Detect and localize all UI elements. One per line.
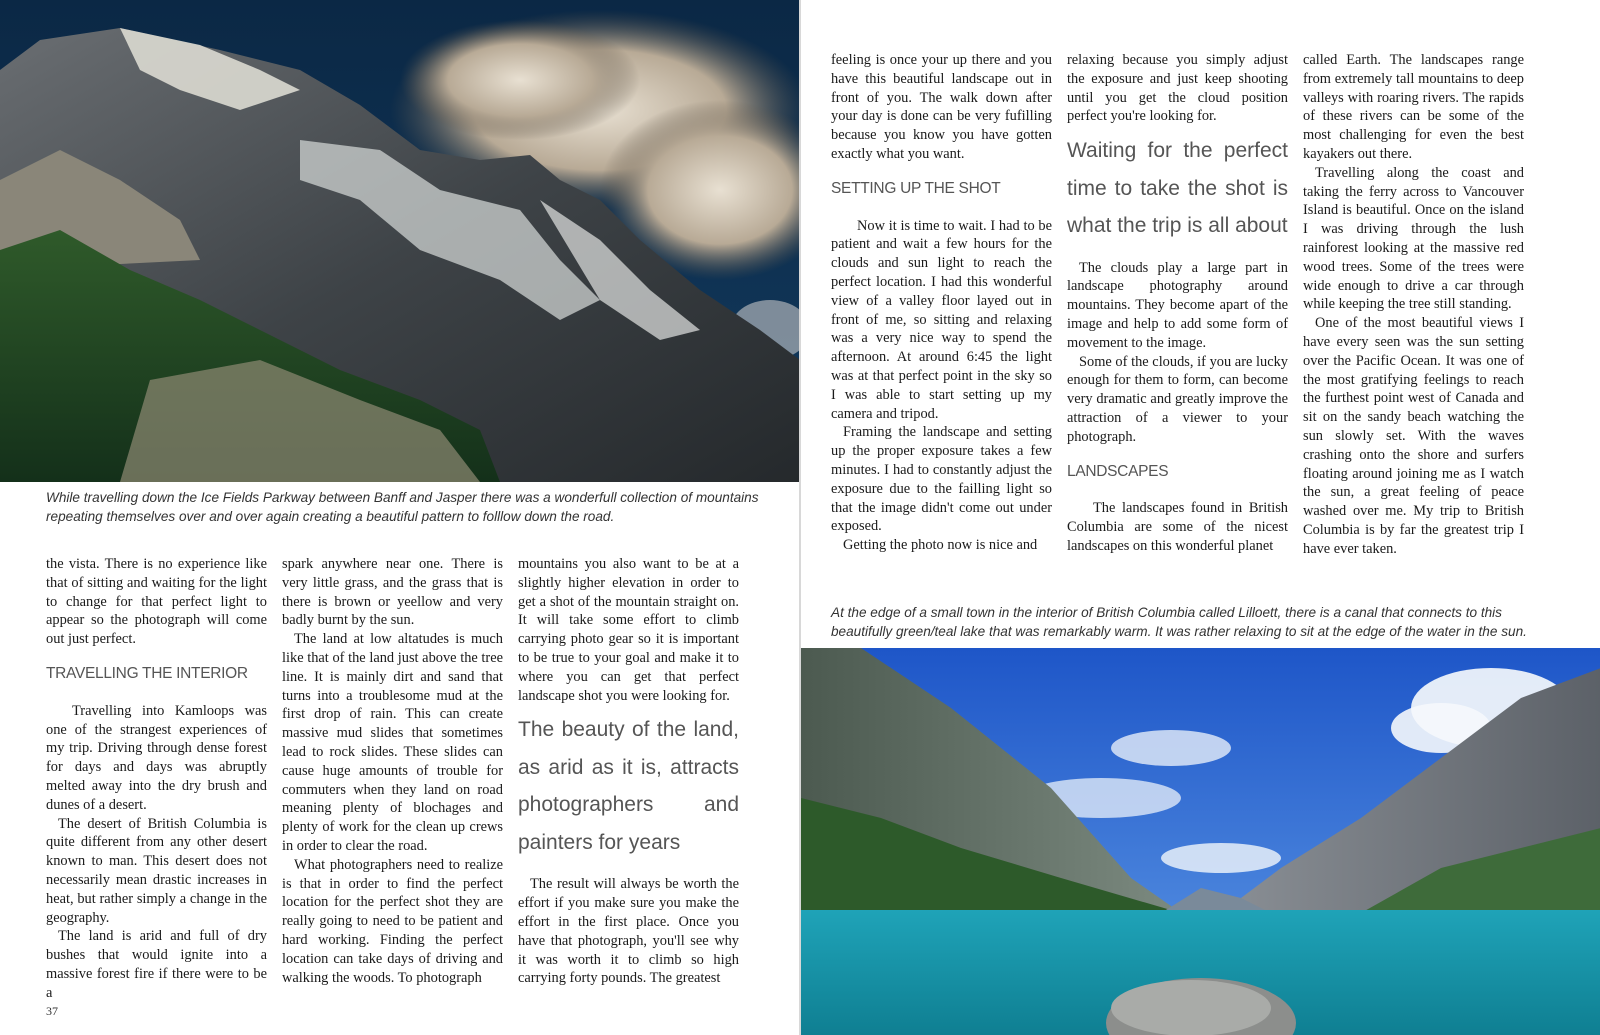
- right-column-2: [1067, 51, 1288, 556]
- lake-photo: [801, 648, 1600, 1035]
- pull-quote: Waiting for the perfect time to take the shot is what the trip is all about: [1067, 139, 1288, 238]
- left-column-2: [282, 555, 503, 987]
- body-paragraph: What photographers need to realize is that in order to find the perfect location for the perfect shot they are really going to need to be patient and hard working. Finding the perfect location can take days of driving and walking the woods. To photograph: [282, 856, 503, 986]
- body-paragraph: Travelling along the coast and taking the ferry across to Vancouver Island is beautiful. Once on the island I was driving through the lush rainforest looking at the massive red wood trees. Some of the trees were wide enough to drive a car through while keeping the tree still standing.: [1303, 164, 1524, 313]
- body-paragraph: The desert of British Columbia is quite different from any other desert known to man. This desert does not necessarily mean drastic increases in heat, but rather simply a change in the geography.: [46, 815, 267, 926]
- body-paragraph: called Earth. The landscapes range from extremely tall mountains to deep valleys with roaring rivers. The rapids of these rivers can be some of the most challenging for even the best kayakers out there.: [1303, 52, 1524, 162]
- right-column-3: [1303, 51, 1524, 559]
- body-paragraph: feeling is once your up there and you have this beautiful landscape out in front of you. The walk down after your day is done can be very fufilling because you know you have gotten exactly what you want.: [831, 52, 1052, 162]
- body-paragraph: One of the most beautiful views I have every seen was the sun setting over the Pacific Ocean. It was one of the most gratifying feelings to reach the furthest point west of Canada and sit on the sandy beach watching the sun slowly set. With the waves crashing onto the shore and surfers floating around joining me as I watch the sun, a great feeling of peace washed over me. My trip to British Columbia is by far the greatest trip I have ever taken.: [1303, 315, 1524, 557]
- body-paragraph: The clouds play a large part in landscape photography around mountains. They become apart of the image and help to add some form of movement to the image.: [1067, 259, 1288, 351]
- lake-photo-illustration: [801, 648, 1600, 1035]
- mountain-photo: [0, 0, 799, 482]
- left-column-3: [518, 555, 739, 988]
- body-paragraph: relaxing because you simply adjust the exposure and just keep shooting until you get the cloud position perfect you're looking for.: [1067, 52, 1288, 125]
- left-column-1: [46, 555, 267, 1003]
- body-paragraph: The land at low altatudes is much like that of the land just above the tree line. It is mainly dirt and sand that turns into a troublesome mud at the first drop of rain. This can create massive mud slides that sometimes lead to rock slides. These slides can cause huge amounts of trouble for commuters when they land on road meaning plenty of blochages and plenty of work for the clean up crews in order to clear the road.: [282, 631, 503, 854]
- lake-photo-caption: At the edge of a small town in the interior of British Columbia called Lilloett, there is a canal that connects to this beautifully green/teal lake that was remarkably warm. It was rather relaxing to sit at the edge of the water in the sun.: [831, 605, 1527, 639]
- body-paragraph: Framing the landscape and setting up the proper exposure takes a few minutes. I had to constantly adjust the exposure due to the failling light so that the image didn't come out under exposed.: [831, 424, 1052, 535]
- body-paragraph: Getting the photo now is nice and: [843, 537, 1038, 554]
- section-heading-travelling: TRAVELLING THE INTERIOR: [46, 664, 248, 682]
- mountain-photo-illustration: [0, 0, 799, 482]
- right-column-1: [831, 51, 1052, 555]
- body-paragraph: Travelling into Kamloops was one of the strangest experiences of my trip. Driving through dense forest for days and days was abruptly melted away into the dry brush and dunes of a desert.: [46, 702, 267, 813]
- page-number: 37: [46, 1004, 58, 1018]
- body-paragraph: Now it is time to wait. I had to be patient and wait a few hours for the clouds and sun light to reach the perfect location. I had this wonderful view of a valley floor layed out in front of me, so sitting and relaxing was a very nice way to spend the afternoon. At around 6:45 the light was at that perfect point in the sky so I was able to start setting up my camera and tripod.: [831, 217, 1052, 422]
- body-paragraph: spark anywhere near one. There is very little grass, and the grass that is there is brown or yeellow and very badly burnt by the sun.: [282, 556, 503, 629]
- section-heading-setting-up: SETTING UP THE SHOT: [831, 179, 1001, 197]
- pull-quote: The beauty of the land, as arid as it is, attracts photographers and painters for years: [518, 718, 739, 854]
- left-page: [0, 0, 799, 1035]
- body-paragraph: Some of the clouds, if you are lucky enough for them to form, can become very dramatic and greatly improve the attraction of a viewer to your photograph.: [1067, 353, 1288, 445]
- right-page: [801, 0, 1600, 1035]
- body-paragraph: The land is arid and full of dry bushes that would ignite into a massive forest fire if there were to be a: [46, 928, 267, 1001]
- body-paragraph: mountains you also want to be at a slightly higher elevation in order to get a shot of the mountain straight on. It will take some effort to climb carrying photo gear so it is important to be true to your goal and make it to where you can get that perfect landscape shot you were looking for.: [518, 556, 739, 704]
- section-heading-landscapes: LANDSCAPES: [1067, 462, 1169, 480]
- body-paragraph: the vista. There is no experience like that of sitting and waiting for the light to change for that perfect light to appear so the photograph will come out just perfect.: [46, 556, 267, 648]
- body-paragraph: The result will always be worth the effort if you make sure you make the effort in the first place. Once you have that photograph, you'll see why it was worth it to climb so high carrying forty pounds. The greatest: [518, 876, 739, 987]
- body-paragraph: The landscapes found in British Columbia are some of the nicest landscapes on this wonderful planet: [1067, 500, 1288, 555]
- mountain-photo-caption: While travelling down the Ice Fields Parkway between Banff and Jasper there was a wonderfull collection of mountains repeating themselves over and over again creating a beautiful pattern to folllow down the road.: [46, 490, 759, 524]
